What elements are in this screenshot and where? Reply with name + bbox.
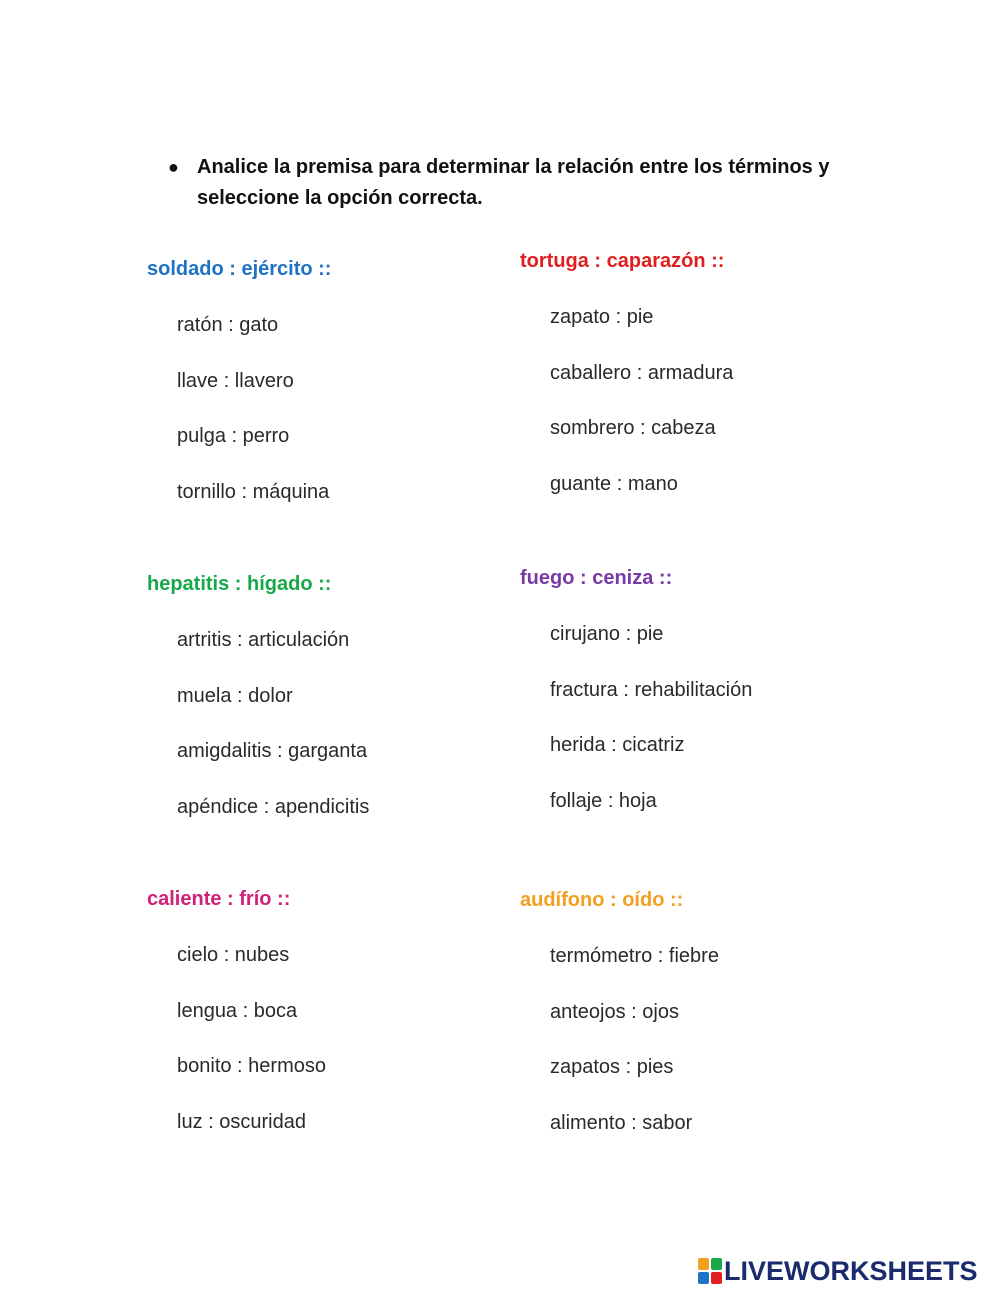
analogy-block-tortuga	[520, 248, 733, 527]
option[interactable]: guante : mano	[550, 473, 678, 496]
liveworksheets-logo-icon	[698, 1258, 722, 1284]
instruction-text: Analice la premisa para determinar la relación entre los términos y seleccione la opción correcta.	[197, 156, 830, 209]
option[interactable]: ratón : gato	[177, 314, 279, 336]
option[interactable]: termómetro : fiebre	[550, 945, 719, 967]
option[interactable]: artritis : articulación	[177, 629, 350, 651]
option[interactable]: follaje : hoja	[550, 790, 657, 813]
analogy-block-caliente	[147, 886, 326, 1165]
option[interactable]: muela : dolor	[177, 684, 293, 707]
options-list	[520, 621, 752, 814]
option[interactable]: bonito : hermoso	[177, 1055, 326, 1078]
analogy-block-fuego	[520, 565, 752, 844]
premise: soldado : ejército ::	[147, 258, 332, 280]
options-list	[147, 312, 331, 505]
premise: fuego : ceniza ::	[520, 567, 673, 589]
premise: tortuga : caparazón ::	[520, 250, 725, 272]
bullet-icon: ●	[168, 157, 179, 177]
option[interactable]: pulga : perro	[177, 425, 290, 448]
premise: audífono : oído ::	[520, 889, 684, 911]
liveworksheets-logo	[698, 1256, 978, 1286]
option[interactable]: caballero : armadura	[550, 361, 734, 384]
option[interactable]: lengua : boca	[177, 999, 298, 1022]
instruction	[168, 152, 868, 214]
brand-name: LIVEWORKSHEETS	[724, 1256, 978, 1286]
option[interactable]: fractura : rehabilitación	[550, 678, 753, 701]
option[interactable]: apéndice : apendicitis	[177, 796, 370, 819]
premise: hepatitis : hígado ::	[147, 573, 332, 595]
option[interactable]: herida : cicatriz	[550, 734, 685, 757]
option[interactable]: alimento : sabor	[550, 1112, 693, 1135]
analogy-block-audifono	[520, 887, 719, 1166]
options-list	[520, 943, 719, 1136]
option[interactable]: amigdalitis : garganta	[177, 740, 368, 763]
option[interactable]: zapato : pie	[550, 306, 654, 328]
option[interactable]: zapatos : pies	[550, 1056, 674, 1079]
option[interactable]: luz : oscuridad	[177, 1111, 306, 1134]
option[interactable]: anteojos : ojos	[550, 1000, 679, 1023]
analogy-block-soldado	[147, 256, 331, 535]
option[interactable]: llave : llavero	[177, 369, 294, 392]
analogy-block-hepatitis	[147, 571, 369, 850]
premise: caliente : frío ::	[147, 888, 291, 910]
option[interactable]: sombrero : cabeza	[550, 417, 716, 440]
options-list	[147, 627, 369, 820]
option[interactable]: tornillo : máquina	[177, 481, 330, 504]
option[interactable]: cirujano : pie	[550, 623, 664, 645]
options-list	[520, 304, 733, 497]
options-list	[147, 942, 326, 1135]
option[interactable]: cielo : nubes	[177, 944, 290, 966]
